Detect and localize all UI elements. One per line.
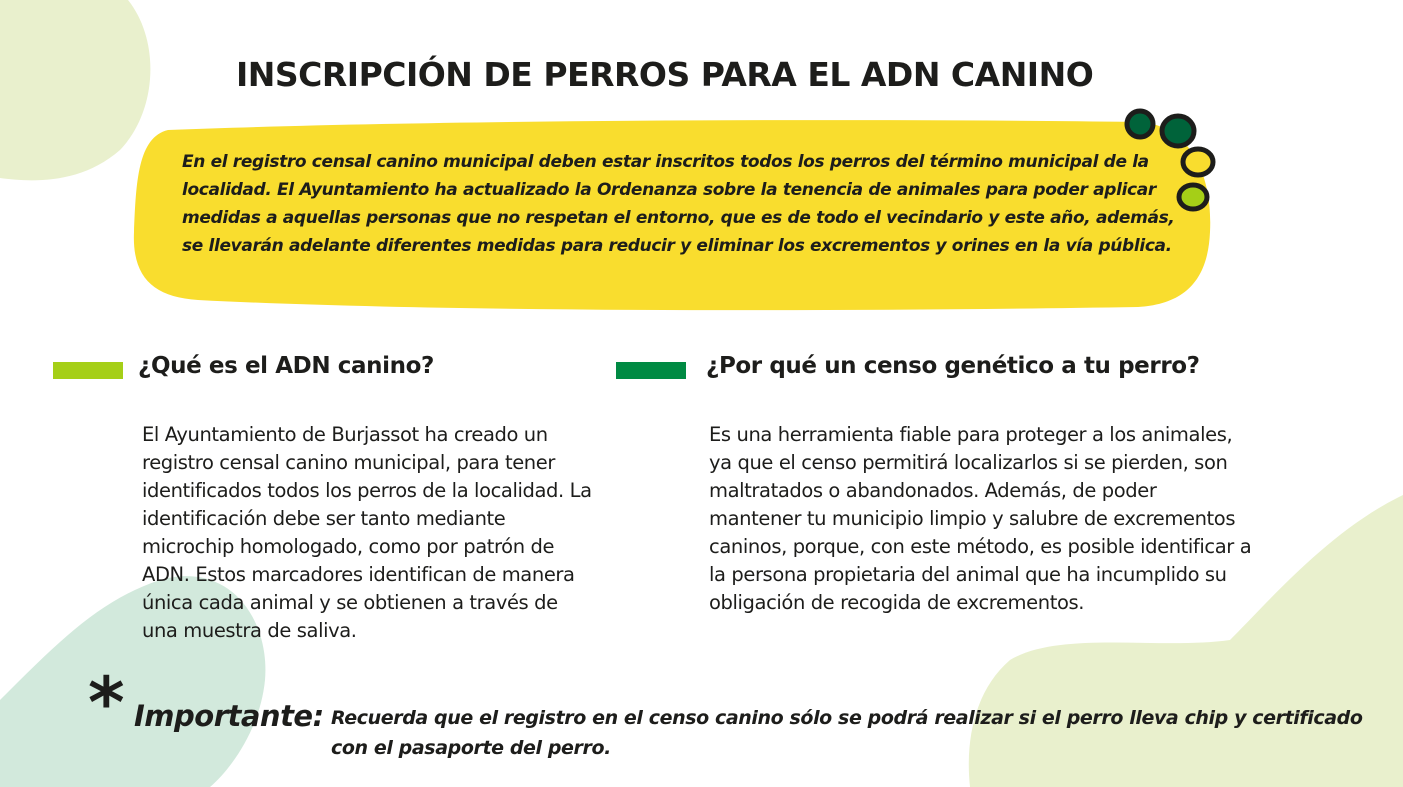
dot-1 bbox=[1127, 111, 1153, 137]
intro-paragraph: En el registro censal canino municipal deben estar inscritos todos los perros del término municipal de la localidad. El Ayuntamiento ha actualizado la Ordenanza sobre la tenencia de animales para poder aplicar medidas a aquellas personas que no respetan el entorno, que es de todo el vecindario y este año, además, se llevarán adelante diferentes medidas para reducir y eliminar los excrementos y orines en la vía pública. bbox=[182, 152, 1175, 256]
dot-3 bbox=[1183, 149, 1213, 175]
section-bar-what bbox=[53, 362, 123, 379]
page-title: INSCRIPCIÓN DE PERROS PARA EL ADN CANINO bbox=[236, 55, 1094, 94]
important-note: Recuerda que el registro en el censo canino sólo se podrá realizar si el perro lleva chip y certificado con el pasaporte del perro. bbox=[331, 707, 1363, 759]
heading-why-census: ¿Por qué un censo genético a tu perro? bbox=[706, 353, 1200, 379]
body-what-is-dna: El Ayuntamiento de Burjassot ha creado un registro censal canino municipal, para tener identificados todos los perros de la localidad. La identificación debe ser tanto mediante microchip homologado, como por patrón de ADN. Estos marcadores identifican de manera única cada animal y se obtienen a través de una muestra de saliva. bbox=[142, 423, 592, 642]
dot-2 bbox=[1162, 116, 1194, 146]
asterisk-icon: * bbox=[88, 662, 125, 744]
body-why-census: Es una herramienta fiable para proteger a los animales, ya que el censo permitirá localizarlos si se pierden, son maltratados o abandonados. Además, de poder mantener tu municipio limpio y salubre de excrementos caninos, porque, con este método, es posible identificar a la persona propietaria del animal que ha incumplido su obligación de recogida de excrementos. bbox=[709, 423, 1252, 614]
dot-4 bbox=[1179, 185, 1207, 209]
decorative-dots bbox=[1118, 102, 1228, 222]
section-bar-why bbox=[616, 362, 686, 379]
important-label: Importante: bbox=[134, 699, 324, 733]
heading-what-is-dna: ¿Qué es el ADN canino? bbox=[138, 353, 434, 379]
